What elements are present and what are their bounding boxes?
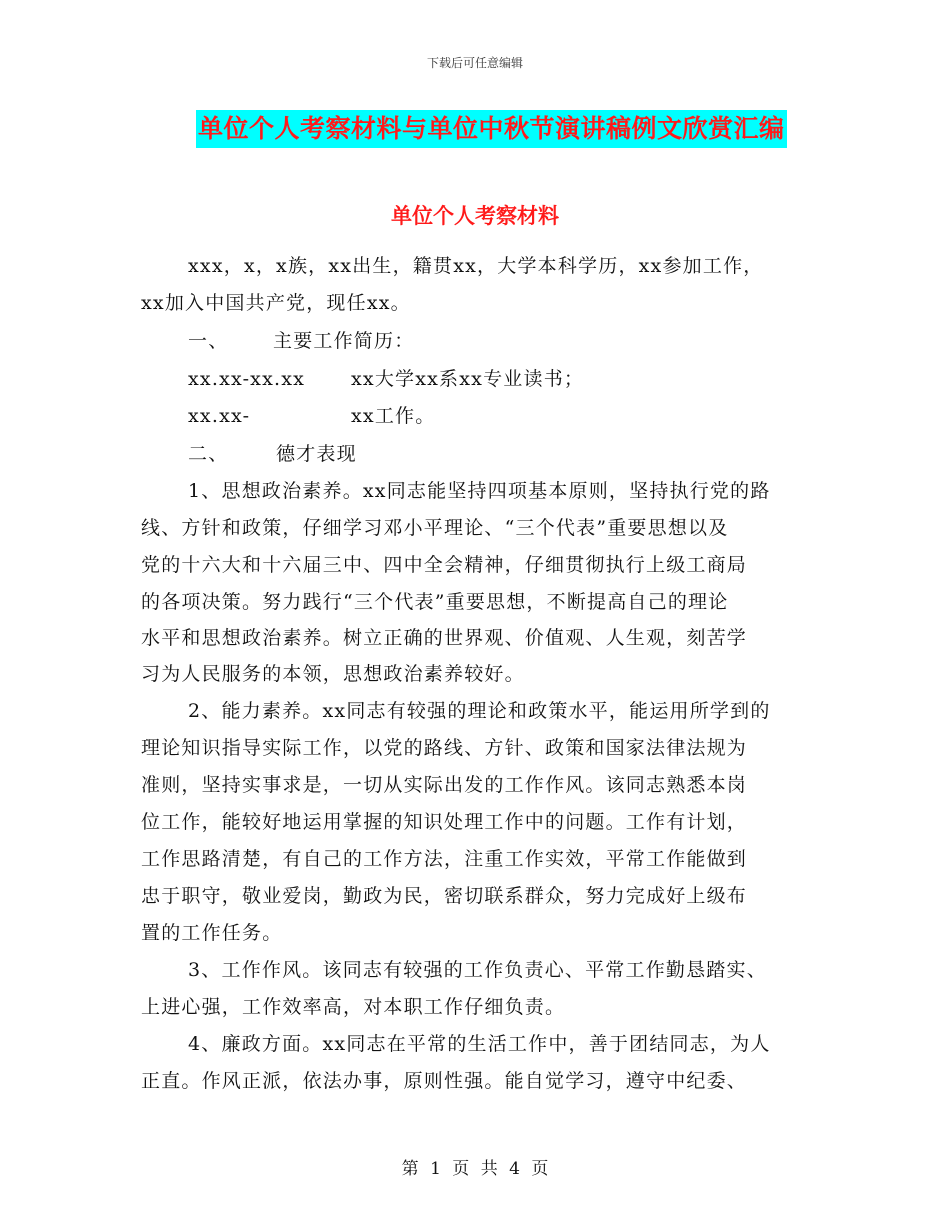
paragraph-2-line: 位工作，能较好地运用掌握的知识处理工作中的问题。工作有计划，: [141, 811, 748, 833]
heading-2-text: 德才表现: [276, 443, 357, 465]
paragraph-2-line: 置的工作任务。: [141, 922, 283, 944]
intro-line-2: xx加入中国共产党，现任xx。: [141, 292, 411, 314]
heading-1-number: 一、: [188, 330, 229, 352]
paragraph-2-line: 2、能力素养。xx同志有较强的理论和政策水平，能运用所学到的: [188, 700, 771, 722]
intro-line-1: xxx，x，x族，xx出生，籍贯xx，大学本科学历，xx参加工作，: [188, 255, 764, 277]
paragraph-1-line: 习为人民服务的本领，思想政治素养较好。: [141, 663, 525, 685]
paragraph-1-line: 线、方针和政策，仔细学习邓小平理论、“三个代表”重要思想以及: [141, 517, 729, 539]
resume-desc-2: xx工作。: [351, 405, 436, 427]
paragraph-3-line: 上进心强，工作效率高，对本职工作仔细负责。: [141, 996, 566, 1018]
document-main-title: 单位个人考察材料与单位中秋节演讲稿例文欣赏汇编: [196, 110, 787, 148]
heading-2-number: 二、: [188, 443, 229, 465]
heading-1-text: 主要工作简历：: [273, 330, 415, 352]
paragraph-1-line: 的各项决策。努力践行“三个代表”重要思想，不断提高自己的理论: [141, 591, 729, 613]
header-note: 下载后可任意编辑: [426, 56, 523, 70]
page-footer: 第 1 页 共 4 页: [401, 1159, 549, 1179]
paragraph-2-line: 忠于职守，敬业爱岗，勤政为民，密切联系群众，努力完成好上级布: [141, 885, 748, 907]
paragraph-4-line: 4、廉政方面。xx同志在平常的生活工作中，善于团结同志，为人: [188, 1033, 771, 1055]
paragraph-1-line: 党的十六大和十六届三中、四中全会精神，仔细贯彻执行上级工商局: [141, 554, 748, 576]
resume-period-1: xx.xx-xx.xx: [188, 368, 306, 390]
resume-period-2: xx.xx-: [188, 405, 251, 427]
paragraph-4-line: 正直。作风正派，依法办事，原则性强。能自觉学习，遵守中纪委、: [141, 1070, 748, 1092]
paragraph-2-line: 准则，坚持实事求是，一切从实际出发的工作作风。该同志熟悉本岗: [141, 774, 748, 796]
paragraph-1-line: 1、思想政治素养。xx同志能坚持四项基本原则，坚持执行党的路: [188, 480, 771, 502]
resume-desc-1: xx大学xx系xx专业读书；: [351, 368, 585, 390]
paragraph-2-line: 理论知识指导实际工作，以党的路线、方针、政策和国家法律法规为: [141, 737, 748, 759]
section-title: 单位个人考察材料: [391, 204, 559, 228]
paragraph-1-line: 水平和思想政治素养。树立正确的世界观、价值观、人生观，刻苦学: [141, 627, 748, 649]
paragraph-2-line: 工作思路清楚，有自己的工作方法，注重工作实效，平常工作能做到: [141, 848, 748, 870]
paragraph-3-line: 3、工作作风。该同志有较强的工作负责心、平常工作勤恳踏实、: [188, 959, 767, 981]
